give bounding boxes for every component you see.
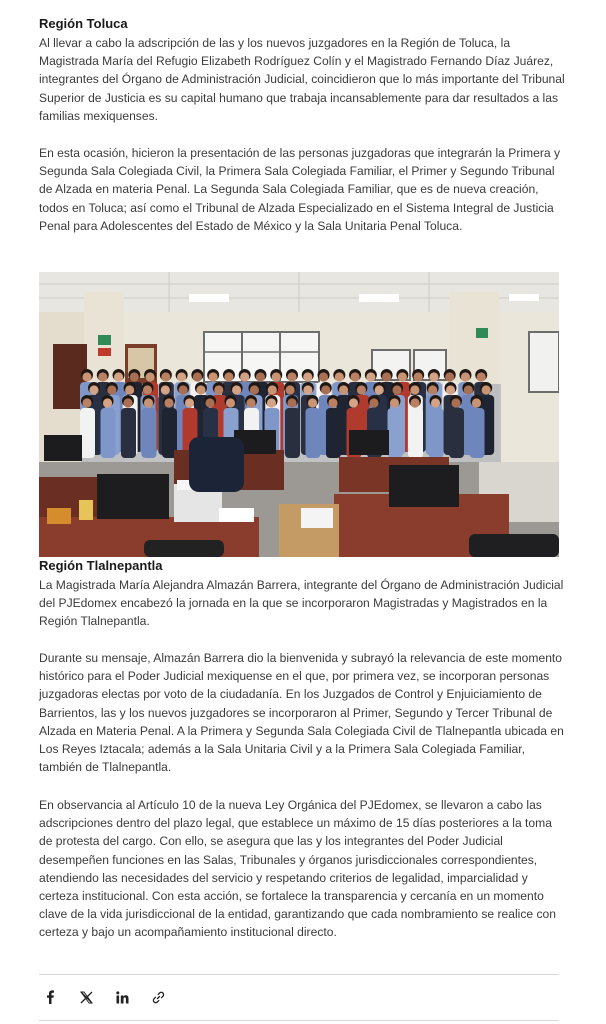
share-copy-link-button[interactable] [147, 986, 169, 1008]
link-icon [152, 991, 165, 1004]
paragraph-tlalnepantla-3: En observancia al Artículo 10 de la nueva Ley Orgánica del PJEdomex, se llevaron a cabo las adscripciones dentro del plazo legal, que establece un máximo de 15 días posteriores a la toma de protesta del cargo. Con ello, se asegura que las y los integrantes del Poder Judicial desempeñen funciones en las Salas, Tribunales y órganos jurisdiccionales correspondientes, atendiendo las necesidades del servicio y respetando criterios de legalidad, imparcialidad y certeza institucional. Con esta acción, se fortalece la transparencia y cercanía en un momento clave de la vida jurisdiccional de la entidad, garantizando que cada nombramiento se realice con certeza y bajo un acompañamiento institucional directo. [39, 798, 556, 940]
share-divider-bottom [39, 1020, 559, 1021]
group-photo-illustration [39, 272, 559, 557]
paragraph-toluca-1: Al llevar a cabo la adscripción de las y los nuevos juzgadores en la Región de Toluca, la Magistrada María del Refugio Elizabeth Rodríguez Colín y el Magistrado Fernando Díaz Juárez, integrantes del Órgano de Administración Judicial, coincidieron que lo más importante del Tribunal Superior de Justicia es su capital humano que trabaja incansablemente para dar resultados a las familias mexiquenses. [39, 36, 565, 123]
facebook-icon [45, 990, 55, 1004]
paragraph-tlalnepantla-2: Durante su mensaje, Almazán Barrera dio la bienvenida y subrayó la relevancia de este momento histórico para el Poder Judicial mexiquense en el que, por primera vez, se incorporan personas juzgadoras electas por voto de la ciudadanía. En los Juzgados de Control y Enjuiciamiento de Barrientos, las y los nuevos juzgadores se incorporaron al Primer, Segundo y Tercer Tribunal de Alzada en Materia Penal. A la Primera y Segunda Sala Colegiada Civil de Tlalnepantla ubicada en Los Reyes Iztacala; además a la Sala Unitaria Civil y a la Primera Sala Colegiada Familiar, también de Tlalnepantla. [39, 651, 564, 775]
share-linkedin-button[interactable] [111, 986, 133, 1008]
paragraph-tlalnepantla-1: La Magistrada María Alejandra Almazán Barrera, integrante del Órgano de Administración Judicial del PJEdomex encabezó la jornada en la que se incorporaron Magistradas y Magistrados en la Región Tlalnepantla. [39, 578, 564, 629]
share-bar [39, 986, 179, 1008]
share-facebook-button[interactable] [39, 986, 61, 1008]
group-photo [39, 272, 559, 557]
section-heading-tlalnepantla: Región Tlalnepantla [39, 558, 163, 573]
paragraph-toluca-2: En esta ocasión, hicieron la presentación de las personas juzgadoras que integrarán la Primera y Segunda Sala Colegiada Civil, la Primera Sala Colegiada Familiar, el Primer y Segundo Tribunal de Alzada en materia Penal. La Segunda Sala Colegiada Familiar, que es de nueva creación, todos en Toluca; así como el Tribunal de Alzada Especializado en el Sistema Integral de Justicia Penal para Adolescentes del Estado de México y la Sala Unitaria Penal Toluca. [39, 146, 561, 233]
share-divider-top [39, 974, 559, 975]
share-x-button[interactable] [75, 986, 97, 1008]
x-icon [80, 991, 93, 1004]
section-heading-toluca: Región Toluca [39, 16, 128, 31]
linkedin-icon [116, 991, 129, 1004]
